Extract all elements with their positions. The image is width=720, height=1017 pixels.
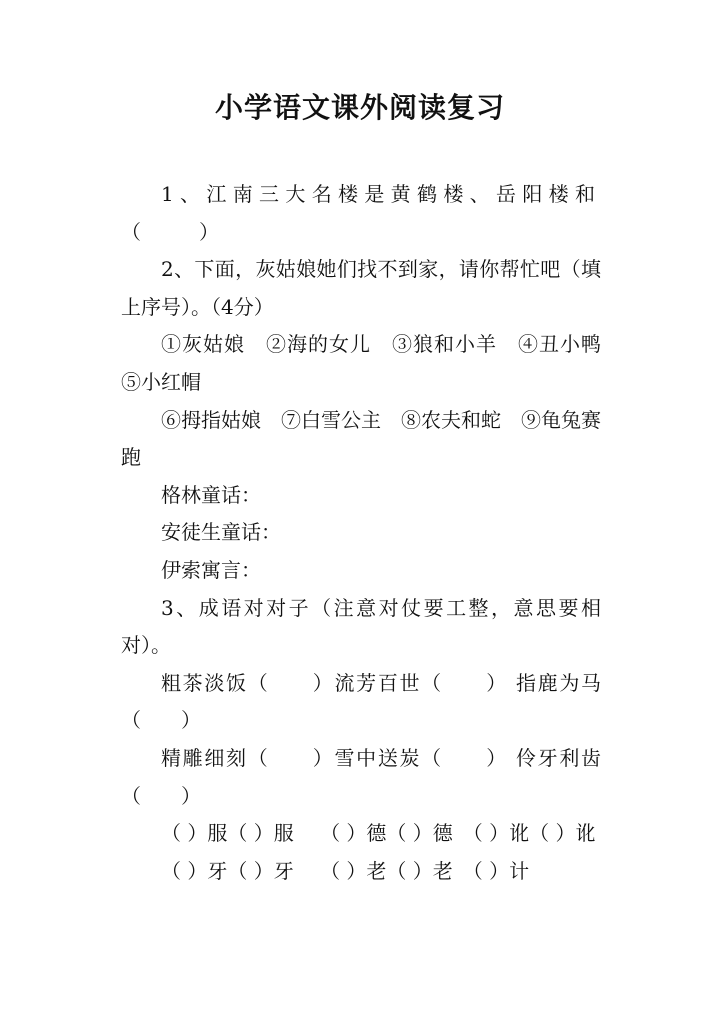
fill-row-2: （ ）牙（ ）牙 （ ）老（ ）老 （ ）计 (161, 858, 530, 883)
answer-line-grimm: 格林童话： (161, 482, 261, 507)
fill-row-1: （ ）服（ ）服 （ ）德（ ）德 （ ）讹（ ）讹 (161, 821, 596, 846)
story-options-line-1: ①灰姑娘 ②海的女儿 ③狼和小羊 ④丑小鸭 ⑤小红帽 (121, 332, 621, 394)
page-title: 小学语文课外阅读复习 (214, 91, 505, 124)
document-body (121, 176, 621, 890)
answer-line-andersen: 安徒生童话： (161, 520, 281, 545)
answer-line-aesop: 伊索寓言： (161, 557, 261, 582)
question-1: 1、江南三大名楼是黄鹤楼、岳阳楼和（ ） (121, 182, 601, 244)
idiom-row-1: 粗茶淡饭（ ）流芳百世（ ） 指鹿为马（ ） (121, 670, 601, 733)
idiom-row-2: 精雕细刻（ ）雪中送炭（ ） 伶牙利齿（ ） (121, 745, 601, 808)
story-options-line-2: ⑥拇指姑娘 ⑦白雪公主 ⑧农夫和蛇 ⑨龟兔赛跑 (121, 407, 601, 470)
question-3: 3、成语对对子（注意对仗要工整，意思要相对）。 (121, 595, 601, 658)
question-2: 2、下面，灰姑娘她们找不到家，请你帮忙吧（填上序号）。（4分） (121, 257, 601, 319)
